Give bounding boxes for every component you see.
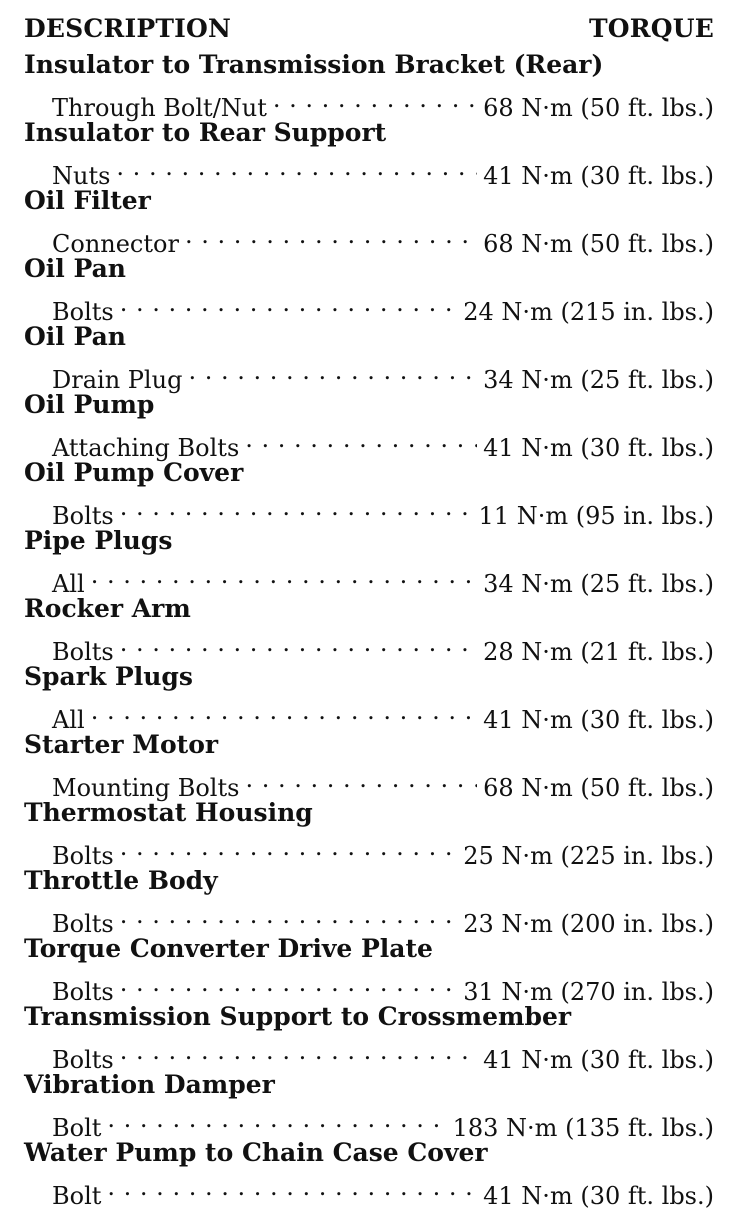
table-header: [24, 14, 714, 48]
spec-row: [24, 1170, 714, 1210]
spec-torque-value: 68 N·m (50 ft. lbs.): [483, 774, 714, 802]
header-description: DESCRIPTION: [24, 14, 232, 43]
spec-entry: [24, 796, 714, 870]
spec-entry: [24, 1136, 714, 1210]
spec-torque-value: 41 N·m (30 ft. lbs.): [483, 1182, 714, 1210]
spec-fastener: Mounting Bolts: [52, 774, 240, 802]
dot-leader: [116, 150, 477, 184]
spec-fastener: Bolts: [52, 842, 114, 870]
spec-torque-value: 11 N·m (95 in. lbs.): [478, 502, 714, 530]
spec-component-title: Water Pump to Chain Case Cover: [24, 1138, 488, 1167]
spec-fastener: Drain Plug: [52, 366, 183, 394]
spec-row: [24, 898, 714, 938]
spec-entry: [24, 252, 714, 326]
spec-component-title: Insulator to Transmission Bracket (Rear): [24, 50, 604, 79]
spec-torque-value: 41 N·m (30 ft. lbs.): [483, 706, 714, 734]
spec-component-title: Oil Filter: [24, 186, 151, 215]
spec-row: [24, 422, 714, 462]
spec-component-title: Insulator to Rear Support: [24, 118, 387, 147]
spec-row: [24, 626, 714, 666]
spec-component-title: Throttle Body: [24, 866, 218, 895]
dot-leader: [188, 354, 477, 388]
spec-row: [24, 694, 714, 734]
spec-fastener: Bolt: [52, 1182, 102, 1210]
spec-fastener: Nuts: [52, 162, 111, 190]
spec-fastener: Connector: [52, 230, 179, 258]
spec-fastener: Bolts: [52, 502, 114, 530]
spec-row: [24, 354, 714, 394]
spec-component-title: Starter Motor: [24, 730, 219, 759]
spec-entry: [24, 524, 714, 598]
spec-entry: [24, 320, 714, 394]
spec-entry: [24, 1000, 714, 1074]
spec-fastener: Bolts: [52, 298, 114, 326]
spec-component-title: Thermostat Housing: [24, 798, 313, 827]
spec-row: [24, 490, 714, 530]
spec-torque-value: 68 N·m (50 ft. lbs.): [483, 94, 714, 122]
spec-torque-value: 23 N·m (200 in. lbs.): [463, 910, 714, 938]
spec-fastener: Bolts: [52, 978, 114, 1006]
spec-row: [24, 150, 714, 190]
dot-leader: [120, 966, 458, 1000]
spec-component-title: Torque Converter Drive Plate: [24, 934, 433, 963]
dot-leader: [120, 830, 458, 864]
spec-fastener: All: [52, 706, 85, 734]
spec-row: [24, 82, 714, 122]
spec-torque-value: 68 N·m (50 ft. lbs.): [483, 230, 714, 258]
dot-leader: [120, 1034, 477, 1068]
spec-entry: [24, 184, 714, 258]
spec-torque-value: 34 N·m (25 ft. lbs.): [483, 570, 714, 598]
torque-spec-table: [24, 14, 714, 1210]
dot-leader: [185, 218, 477, 252]
spec-component-title: Oil Pump: [24, 390, 155, 419]
spec-component-title: Pipe Plugs: [24, 526, 173, 555]
spec-entry: [24, 48, 714, 122]
spec-torque-value: 31 N·m (270 in. lbs.): [463, 978, 714, 1006]
spec-entry: [24, 388, 714, 462]
dot-leader: [107, 1170, 477, 1204]
dot-leader: [120, 898, 458, 932]
dot-leader: [120, 286, 458, 320]
dot-leader: [245, 422, 477, 456]
spec-torque-value: 41 N·m (30 ft. lbs.): [483, 1046, 714, 1074]
spec-row: [24, 1102, 714, 1142]
spec-torque-value: 41 N·m (30 ft. lbs.): [483, 162, 714, 190]
spec-entry: [24, 932, 714, 1006]
spec-row: [24, 966, 714, 1006]
spec-component-title: Transmission Support to Crossmember: [24, 1002, 572, 1031]
spec-component-title: Oil Pan: [24, 322, 126, 351]
spec-fastener: Bolt: [52, 1114, 102, 1142]
spec-fastener: Bolts: [52, 910, 114, 938]
spec-entry: [24, 864, 714, 938]
spec-fastener: Attaching Bolts: [52, 434, 240, 462]
spec-torque-value: 24 N·m (215 in. lbs.): [463, 298, 714, 326]
spec-fastener: Through Bolt/Nut: [52, 94, 267, 122]
spec-row: [24, 218, 714, 258]
dot-leader: [91, 694, 477, 728]
spec-component-title: Vibration Damper: [24, 1070, 275, 1099]
spec-entry: [24, 1068, 714, 1142]
spec-torque-value: 25 N·m (225 in. lbs.): [463, 842, 714, 870]
spec-entry: [24, 456, 714, 530]
spec-component-title: Spark Plugs: [24, 662, 193, 691]
spec-component-title: Oil Pump Cover: [24, 458, 244, 487]
spec-component-title: Oil Pan: [24, 254, 126, 283]
dot-leader: [91, 558, 477, 592]
spec-row: [24, 1034, 714, 1074]
spec-list: [24, 48, 714, 1210]
dot-leader: [245, 762, 477, 796]
spec-entry: [24, 728, 714, 802]
spec-row: [24, 762, 714, 802]
spec-torque-value: 41 N·m (30 ft. lbs.): [483, 434, 714, 462]
spec-row: [24, 286, 714, 326]
dot-leader: [120, 626, 477, 660]
spec-entry: [24, 592, 714, 666]
spec-torque-value: 34 N·m (25 ft. lbs.): [483, 366, 714, 394]
spec-fastener: Bolts: [52, 1046, 114, 1074]
spec-torque-value: 28 N·m (21 ft. lbs.): [483, 638, 714, 666]
spec-entry: [24, 660, 714, 734]
dot-leader: [120, 490, 473, 524]
dot-leader: [273, 82, 477, 116]
spec-entry: [24, 116, 714, 190]
spec-fastener: Bolts: [52, 638, 114, 666]
spec-fastener: All: [52, 570, 85, 598]
spec-row: [24, 830, 714, 870]
spec-torque-value: 183 N·m (135 ft. lbs.): [452, 1114, 714, 1142]
header-torque: TORQUE: [589, 14, 714, 43]
spec-row: [24, 558, 714, 598]
spec-component-title: Rocker Arm: [24, 594, 191, 623]
dot-leader: [107, 1102, 446, 1136]
